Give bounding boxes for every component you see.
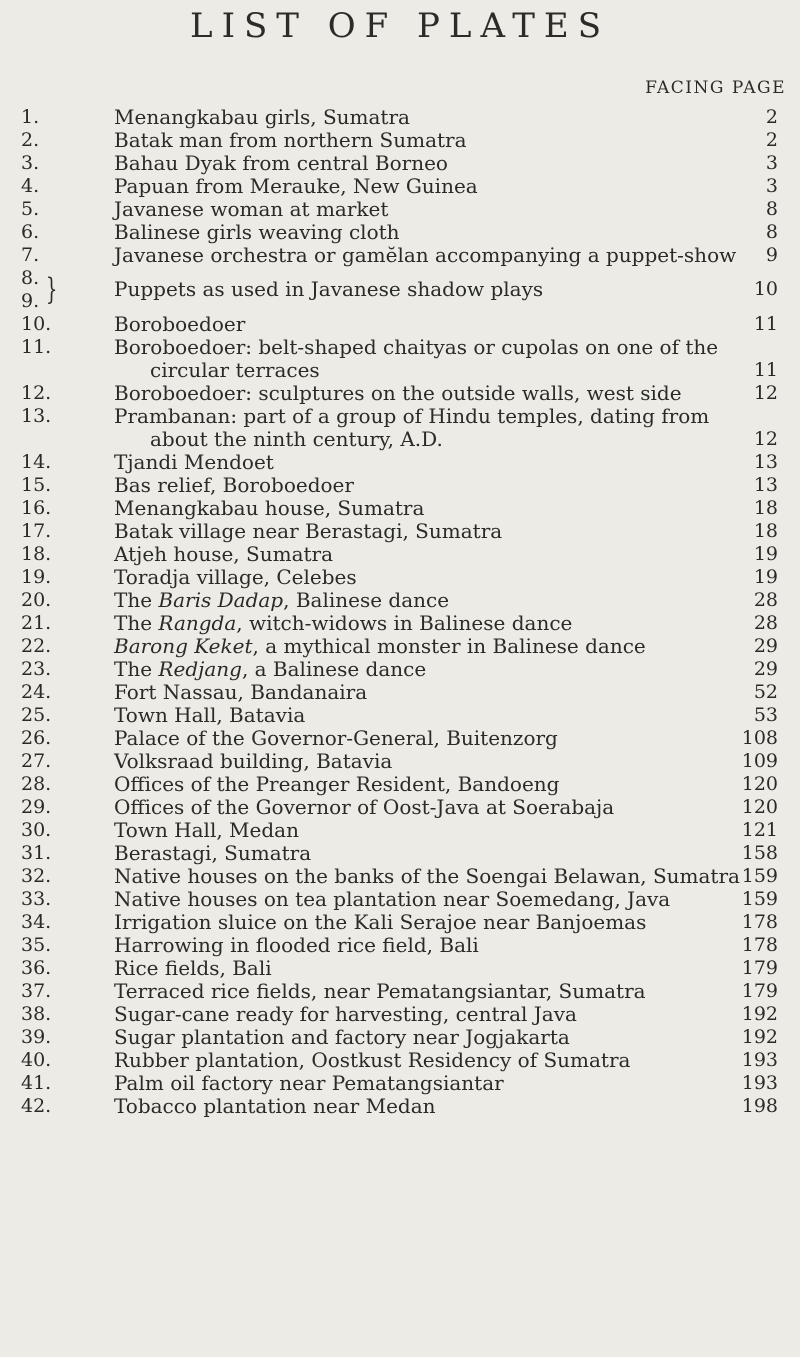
plate-number: 33. [21,888,52,910]
plate-title-line: Javanese orchestra or gamĕlan accompanying a puppet-show [114,243,737,267]
plate-title-line: Boroboedoer: belt-shaped chaityas or cupolas on one of the [114,335,719,359]
plate-number: 11. [21,336,52,358]
plate-entry [0,957,800,980]
plate-entry [0,819,800,842]
plate-page-number: 120 [741,796,778,818]
plate-entry [0,658,800,681]
plate-title [114,980,729,1003]
plate-title-prefix: The [114,611,159,635]
plate-title-continuation: circular terraces [150,358,320,382]
plate-page-number: 13 [753,474,778,496]
plate-page-number: 178 [741,934,778,956]
plate-title [114,1003,729,1026]
plate-number: 36. [21,957,52,979]
plate-entry [0,336,800,382]
plate-title-continuation: about the ninth century, A.D. [150,427,443,451]
plate-title [114,152,729,175]
plate-title-line: Native houses on the banks of the Soengai Belawan, Sumatra [114,864,740,888]
plate-title-line: Town Hall, Batavia [114,703,306,727]
plate-title [114,221,729,244]
plate-number: 40. [21,1049,52,1071]
plate-page-number: 8 [765,221,778,243]
plate-title-line: Bas relief, Boroboedoer [114,473,354,497]
plate-title [114,106,729,129]
plate-entry [0,175,800,198]
plate-title [114,474,729,497]
plate-title [114,129,729,152]
plate-page-number: 193 [741,1049,778,1071]
plate-page-number: 179 [741,957,778,979]
plate-number: 12. [21,382,52,404]
plate-title-line: Fort Nassau, Bandanaira [114,680,368,704]
plate-number: 14. [21,451,52,473]
plate-number: 13. [21,405,52,427]
plate-title-line: Town Hall, Medan [114,818,299,842]
plate-page-number: 193 [741,1072,778,1094]
plate-number: 39. [21,1026,52,1048]
plate-number: 10. [21,313,52,335]
plate-title-line: Prambanan: part of a group of Hindu temples, dating from [114,404,710,428]
plate-entry [0,497,800,520]
plate-title [114,750,729,773]
plate-number: 30. [21,819,52,841]
plate-page-number: 8 [765,198,778,220]
plate-title-line: Offices of the Preanger Resident, Bandoeng [114,772,560,796]
plate-page-number: 198 [741,1095,778,1117]
plate-title [114,658,729,681]
plate-number: 9. [21,290,40,312]
plate-page-number: 2 [765,106,778,128]
plate-page-number: 3 [765,152,778,174]
plate-page-number: 11 [753,313,778,335]
plate-title-line: Boroboedoer: sculptures on the outside walls, west side [114,381,682,405]
plate-title-line: Palm oil factory near Pematangsiantar [114,1071,504,1095]
plate-entry [0,911,800,934]
plate-title-suffix: , Balinese dance [283,588,450,612]
plate-number: 3. [21,152,40,174]
plate-number: 4. [21,175,40,197]
plate-number: 7. [21,244,40,266]
plate-page-number: 28 [753,612,778,634]
plate-title [114,1072,729,1095]
plate-number: 23. [21,658,52,680]
plate-title [114,612,729,635]
plate-title [114,888,729,911]
plate-title [114,1049,729,1072]
plate-title-line: Boroboedoer [114,312,246,336]
plate-title [114,405,729,451]
plate-title-line: Terraced rice fields, near Pematangsiantar, Sumatra [114,979,646,1003]
plate-number: 6. [21,221,40,243]
plate-number: 8. [21,267,40,289]
plate-entry [0,681,800,704]
plate-number: 32. [21,865,52,887]
plate-number: 16. [21,497,52,519]
plate-title-italic: Baris Dadap [158,588,284,612]
plate-title [114,175,729,198]
plate-number: 37. [21,980,52,1002]
plate-entry [0,313,800,336]
plate-title-line: Papuan from Merauke, New Guinea [114,174,478,198]
plate-title-line: Volksraad building, Batavia [114,749,393,773]
brace-glyph: } [45,272,58,307]
plate-number: 5. [21,198,40,220]
plate-page-number: 11 [753,359,778,381]
plate-entry [0,612,800,635]
plate-entry [0,520,800,543]
plate-entry [0,842,800,865]
plate-page-number: 179 [741,980,778,1002]
plate-number: 19. [21,566,52,588]
plate-title [114,382,729,405]
plate-page-number: 159 [741,865,778,887]
plate-title [114,589,729,612]
plate-number: 15. [21,474,52,496]
plate-title [114,278,729,301]
plate-title-italic: Rangda [158,611,237,635]
page-title: LIST OF PLATES [190,6,610,46]
plate-title-line: Berastagi, Sumatra [114,841,312,865]
plate-title [114,543,729,566]
plate-title [114,497,729,520]
plate-number: 20. [21,589,52,611]
facing-page-header: FACING PAGE [645,78,786,98]
plate-title-italic: Redjang [158,657,242,681]
plate-entry [0,244,800,267]
plate-title-line: Bahau Dyak from central Borneo [114,151,448,175]
plate-number: 18. [21,543,52,565]
plate-entry [0,1072,800,1095]
plate-number: 27. [21,750,52,772]
plate-entry [0,451,800,474]
plate-page-number: 29 [753,635,778,657]
plate-page-number: 9 [765,244,778,266]
plate-page-number: 19 [753,543,778,565]
plate-title-line: Javanese woman at market [114,197,389,221]
plate-entry [0,221,800,244]
plate-number: 42. [21,1095,52,1117]
plate-title-line: Toradja village, Celebes [114,565,357,589]
plate-page-number: 109 [741,750,778,772]
plate-title [114,796,729,819]
plate-title-line: Tobacco plantation near Medan [114,1094,436,1118]
plate-number: 21. [21,612,52,634]
plate-entry [0,796,800,819]
plate-entry [0,704,800,727]
plate-entry [0,382,800,405]
plate-number: 1. [21,106,40,128]
plate-page-number: 18 [753,497,778,519]
plate-title [114,336,729,382]
plate-page-number: 18 [753,520,778,542]
plate-page-number: 53 [753,704,778,726]
plate-page-number: 178 [741,911,778,933]
plate-title-line: Batak village near Berastagi, Sumatra [114,519,503,543]
plate-entry [0,727,800,750]
plate-title-suffix: , a mythical monster in Balinese dance [252,634,646,658]
plate-entry [0,773,800,796]
plate-title [114,243,737,267]
plate-title [114,819,729,842]
plate-page-number: 108 [741,727,778,749]
plate-entry [0,934,800,957]
plate-number: 25. [21,704,52,726]
plate-title [114,704,729,727]
plate-page-number: 19 [753,566,778,588]
plate-title-line: Sugar-cane ready for harvesting, central Java [114,1002,577,1026]
plate-page-number: 192 [741,1003,778,1025]
plate-page-number: 13 [753,451,778,473]
plate-title-line: Tjandi Mendoet [114,450,274,474]
plate-title-line: Menangkabau house, Sumatra [114,496,425,520]
plate-title-suffix: , a Balinese dance [241,657,427,681]
plate-page-number: 158 [741,842,778,864]
plate-entry [0,152,800,175]
plate-title [114,313,729,336]
plate-title [114,681,729,704]
plate-title [114,566,729,589]
plate-number: 24. [21,681,52,703]
plate-number: 35. [21,934,52,956]
plate-title [114,520,729,543]
plate-page-number: 159 [741,888,778,910]
plate-title [114,727,729,750]
plate-number: 26. [21,727,52,749]
plate-title-line: Native houses on tea plantation near Soemedang, Java [114,887,671,911]
plate-entry [0,980,800,1003]
plate-number: 28. [21,773,52,795]
plate-number: 34. [21,911,52,933]
plate-page-number: 3 [765,175,778,197]
plate-page-number: 120 [741,773,778,795]
plate-title [114,957,729,980]
plate-number: 17. [21,520,52,542]
plate-page-number: 192 [741,1026,778,1048]
plate-entry [0,750,800,773]
plate-title [114,635,729,658]
plate-title-line: Sugar plantation and factory near Jogjakarta [114,1025,570,1049]
plate-number: 41. [21,1072,52,1094]
plate-title [114,451,729,474]
plate-entry [0,566,800,589]
plate-list [0,106,800,1118]
plate-title [114,842,729,865]
plate-title-line: Irrigation sluice on the Kali Serajoe near Banjoemas [114,910,647,934]
plate-page-number: 12 [753,382,778,404]
plate-entry [0,267,800,313]
plate-entry [0,543,800,566]
plate-number: 22. [21,635,52,657]
plate-title-line: Rubber plantation, Oostkust Residency of Sumatra [114,1048,631,1072]
plate-title-line: Harrowing in flooded rice field, Bali [114,933,479,957]
plate-title-prefix: The [114,657,159,681]
plate-entry [0,129,800,152]
plate-title [114,1095,729,1118]
plate-title [114,934,729,957]
plate-title-prefix: The [114,588,159,612]
plate-title-line: Batak man from northern Sumatra [114,128,467,152]
plate-number: 31. [21,842,52,864]
plate-entry [0,106,800,129]
plate-page-number: 12 [753,428,778,450]
plate-number: 29. [21,796,52,818]
plate-title [114,864,740,888]
plate-title [114,773,729,796]
plate-entry [0,1003,800,1026]
plate-number: 38. [21,1003,52,1025]
plate-title-line: Offices of the Governor of Oost-Java at Soerabaja [114,795,615,819]
plate-entry [0,589,800,612]
plate-entry [0,888,800,911]
plate-page-number: 52 [753,681,778,703]
plate-entry [0,1026,800,1049]
plate-page-number: 28 [753,589,778,611]
plate-title-line: Menangkabau girls, Sumatra [114,105,410,129]
plate-title [114,911,729,934]
plate-title-line: Balinese girls weaving cloth [114,220,400,244]
plate-title [114,198,729,221]
plate-title [114,1026,729,1049]
plate-title-line: Atjeh house, Sumatra [114,542,334,566]
plate-title-line: Rice fields, Bali [114,956,272,980]
plate-entry [0,198,800,221]
plate-number: 2. [21,129,40,151]
plate-title-line: Puppets as used in Javanese shadow plays [114,277,544,301]
plate-title-suffix: , witch-widows in Balinese dance [236,611,573,635]
plate-entry [0,635,800,658]
plate-entry [0,1095,800,1118]
plate-entry [0,405,800,451]
plate-page-number: 2 [765,129,778,151]
plate-page-number: 29 [753,658,778,680]
plate-entry [0,865,800,888]
plate-page-number: 10 [753,278,778,300]
plate-entry [0,1049,800,1072]
plate-page-number: 121 [741,819,778,841]
plate-entry [0,474,800,497]
plate-title-italic: Barong Keket [114,634,253,658]
plate-title-line: Palace of the Governor-General, Buitenzorg [114,726,558,750]
